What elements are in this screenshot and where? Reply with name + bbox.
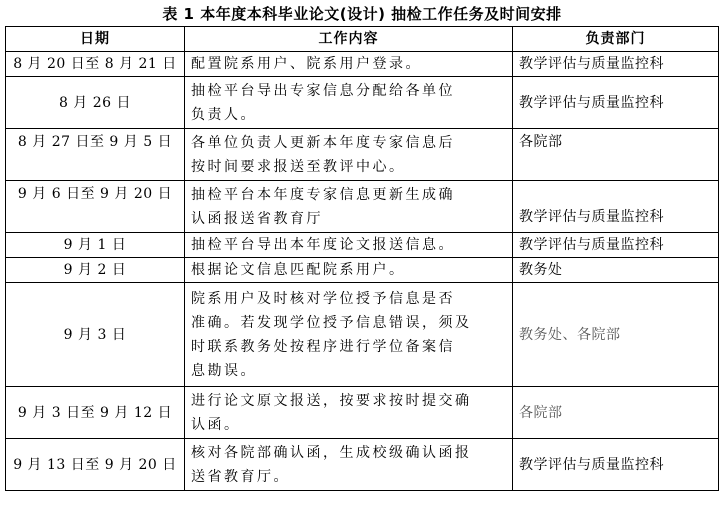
content-line: 各单位负责人更新本年度专家信息后 xyxy=(191,134,455,151)
table-row xyxy=(6,283,719,387)
content-line: 准确。若发现学位授予信息错误，须及 xyxy=(191,314,472,331)
row-date: 9 月 13 日至 9 月 20 日 xyxy=(6,439,185,491)
content-line: 认函。 xyxy=(191,416,241,433)
content-line: 进行论文原文报送，按要求按时提交确 xyxy=(191,392,472,409)
row-date: 8 月 20 日至 8 月 21 日 xyxy=(6,52,185,77)
row-dept: 教学评估与质量监控科 xyxy=(513,52,719,77)
row-date: 8 月 27 日至 9 月 5 日 xyxy=(6,129,185,181)
row-content xyxy=(185,258,513,283)
row-dept: 各院部 xyxy=(513,129,719,181)
header-date: 日期 xyxy=(6,27,185,52)
row-date: 9 月 1 日 xyxy=(6,233,185,258)
row-content xyxy=(185,181,513,233)
table-row xyxy=(6,233,719,258)
table-row xyxy=(6,181,719,233)
content-line: 根据论文信息匹配院系用户。 xyxy=(191,262,406,278)
row-dept: 教务处 xyxy=(513,258,719,283)
content-line: 时联系教务处按程序进行学位备案信 xyxy=(191,338,455,355)
row-date: 9 月 3 日至 9 月 12 日 xyxy=(6,387,185,439)
content-line: 抽检平台本年度专家信息更新生成确 xyxy=(191,186,455,203)
row-content xyxy=(185,283,513,387)
table-row xyxy=(6,439,719,491)
table-row xyxy=(6,258,719,283)
content-line: 息勘误。 xyxy=(191,362,257,379)
row-date: 9 月 6 日至 9 月 20 日 xyxy=(6,181,185,233)
content-line: 配置院系用户、院系用户登录。 xyxy=(191,56,422,72)
content-line: 核对各院部确认函，生成校级确认函报 xyxy=(191,444,472,461)
row-content xyxy=(185,233,513,258)
row-dept: 教学评估与质量监控科 xyxy=(513,439,719,491)
row-content xyxy=(185,439,513,491)
row-date: 8 月 26 日 xyxy=(6,77,185,129)
table-row xyxy=(6,387,719,439)
row-dept: 教务处、各院部 xyxy=(513,283,719,387)
header-content: 工作内容 xyxy=(185,27,513,52)
row-dept: 教学评估与质量监控科 xyxy=(513,181,719,233)
row-date: 9 月 2 日 xyxy=(6,258,185,283)
table-title: 表 1 本年度本科毕业论文(设计) 抽检工作任务及时间安排 xyxy=(162,5,562,23)
table-row xyxy=(6,77,719,129)
row-content xyxy=(185,387,513,439)
table-row xyxy=(6,52,719,77)
table-header-row xyxy=(6,27,719,52)
content-line: 抽检平台导出专家信息分配给各单位 xyxy=(191,82,455,99)
row-content xyxy=(185,129,513,181)
row-dept: 各院部 xyxy=(513,387,719,439)
row-dept: 教学评估与质量监控科 xyxy=(513,233,719,258)
content-line: 按时间要求报送至教评中心。 xyxy=(191,158,406,175)
content-line: 抽检平台导出本年度论文报送信息。 xyxy=(191,237,455,253)
row-dept: 教学评估与质量监控科 xyxy=(513,77,719,129)
content-line: 负责人。 xyxy=(191,106,257,123)
row-date: 9 月 3 日 xyxy=(6,283,185,387)
content-line: 院系用户及时核对学位授予信息是否 xyxy=(191,290,455,307)
row-content xyxy=(185,52,513,77)
content-line: 认函报送省教育厅 xyxy=(191,210,323,227)
content-line: 送省教育厅。 xyxy=(191,468,290,485)
table-row xyxy=(6,129,719,181)
header-dept: 负责部门 xyxy=(513,27,719,52)
schedule-table xyxy=(5,26,719,491)
row-content xyxy=(185,77,513,129)
